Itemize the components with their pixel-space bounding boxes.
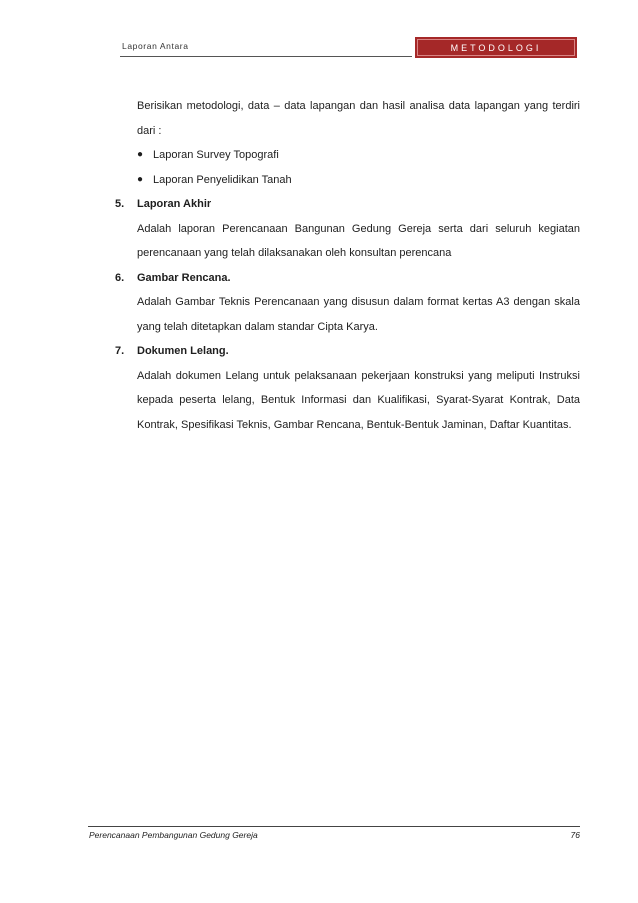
list-item-text: Laporan Survey Topografi [153,149,279,161]
section-heading [115,339,580,364]
section-number: 6. [115,271,125,284]
section-heading [115,266,580,291]
section-number: 5. [115,198,125,210]
section-title: Dokumen Lelang. [137,345,229,357]
section-title: Gambar Rencana. [137,271,231,284]
header-section-tab [415,37,577,58]
list-item-text: Laporan Penyelidikan Tanah [153,173,292,186]
header-divider [120,56,412,57]
footer-project-title: Perencanaan Pembangunan Gedung Gereja [89,830,258,840]
footer-divider [88,826,580,827]
section-title: Laporan Akhir [137,198,212,210]
section-gambar-rencana [115,266,580,340]
bullet-icon: ● [137,149,144,160]
intro-bullet-list [115,143,580,192]
header-section-label: METODOLOGI [417,39,575,56]
page-number: 76 [570,830,580,840]
bullet-icon: ● [137,173,144,185]
page-body [115,94,580,437]
section-number: 7. [115,345,125,357]
section-laporan-akhir [115,192,580,266]
section-heading [115,192,580,217]
intro-paragraph: Berisikan metodologi, data – data lapangan dan hasil analisa data lapangan yang terdiri dari : [137,100,580,137]
section-body: Adalah dokumen Lelang untuk pelaksanaan pekerjaan konstruksi yang meliputi Instruksi kepada peserta lelang, Bentuk Informasi dan Kualifikasi, Syarat-Syarat Kontrak, Data Kontrak, Spesifikasi Teknis, Gambar Rencana, Bentuk-Bentuk Jaminan, Daftar Kuantitas. [137,369,580,431]
list-item [137,143,580,168]
list-item [137,168,580,193]
section-body: Adalah laporan Perencanaan Bangunan Gedung Gereja serta dari seluruh kegiatan perencanaan yang telah dilaksanakan oleh konsultan perencana [137,222,580,259]
section-dokumen-lelang [115,339,580,437]
section-body: Adalah Gambar Teknis Perencanaan yang disusun dalam format kertas A3 dengan skala yang telah ditetapkan dalam standar Cipta Karya. [137,296,580,333]
header-report-title: Laporan Antara [122,41,189,51]
